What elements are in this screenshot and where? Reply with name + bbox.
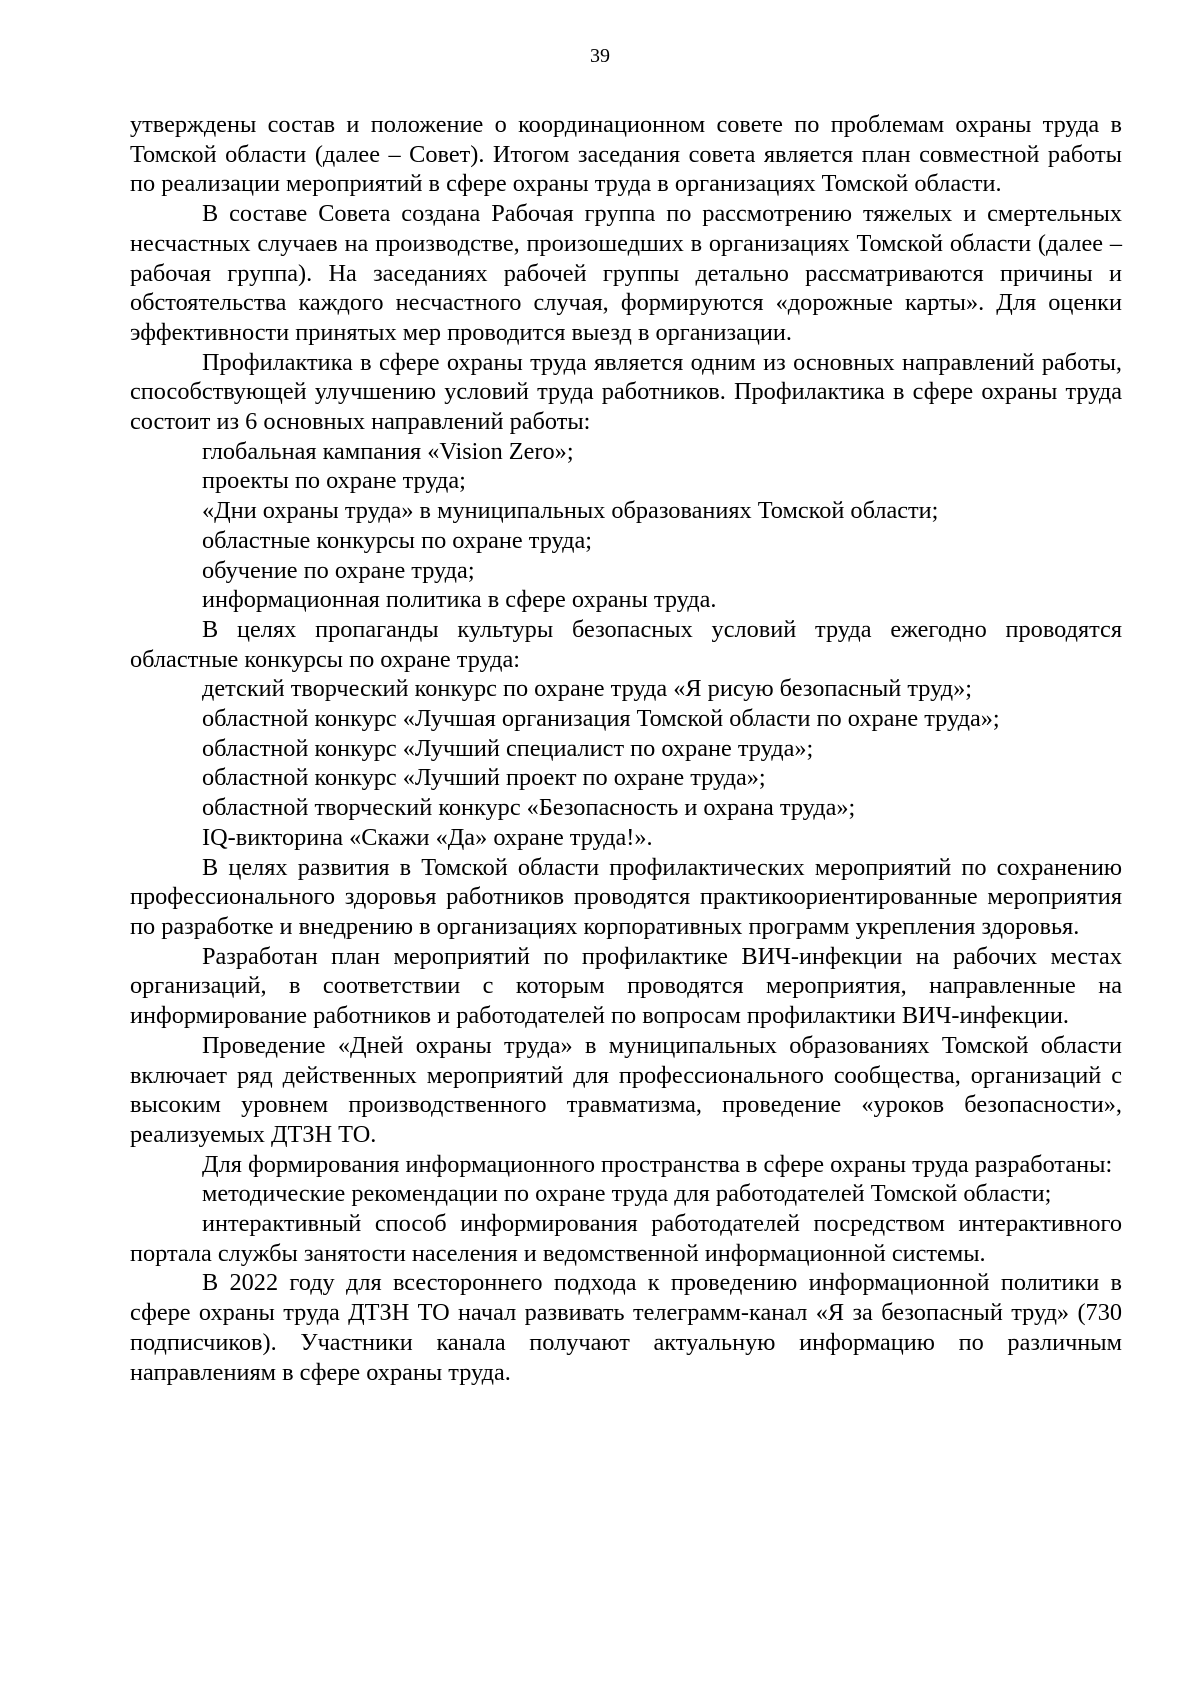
- paragraph: Разработан план мероприятий по профилактике ВИЧ-инфекции на рабочих местах организаций, в соответствии с которым проводятся мероприятия, направленные на информирование работников и работодателей по вопросам профилактики ВИЧ-инфекции.: [130, 942, 1122, 1030]
- list-item: глобальная кампания «Vision Zero»;: [202, 437, 574, 465]
- paragraph: В составе Совета создана Рабочая группа по рассмотрению тяжелых и смертельных несчастных случаев на производстве, произошедших в организациях Томской области (далее – рабочая группа). На заседаниях рабочей группы детально рассматриваются причины и обстоятельства каждого несчастного случая, формируются «дорожные карты». Для оценки эффективности принятых мер проводится выезд в организации.: [130, 200, 1122, 346]
- list-item: проекты по охране труда;: [202, 467, 466, 495]
- list-item: интерактивный способ информирования работодателей посредством интерактивного портала службы занятости населения и ведомственной информационной системы.: [130, 1210, 1122, 1267]
- list-item: обучение по охране труда;: [202, 556, 475, 584]
- paragraph: В целях пропаганды культуры безопасных условий труда ежегодно проводятся областные конкурсы по охране труда:: [130, 615, 1122, 673]
- paragraph: В целях развития в Томской области профилактических мероприятий по сохранению профессионального здоровья работников проводятся практикоориентированные мероприятия по разработке и внедрению в организациях корпоративных программ укрепления здоровья.: [130, 853, 1122, 940]
- paragraph: Профилактика в сфере охраны труда является одним из основных направлений работы, способствующей улучшению условий труда работников. Профилактика в сфере охраны труда состоит из 6 основных направлений работы:: [130, 348, 1122, 436]
- paragraph: Для формирования информационного пространства в сфере охраны труда разработаны:: [202, 1150, 1113, 1178]
- list-item: IQ-викторина «Скажи «Да» охране труда!».: [202, 823, 653, 851]
- page-number: 39: [590, 45, 610, 67]
- paragraph: утверждены состав и положение о координационном совете по проблемам охраны труда в Томской области (далее – Совет). Итогом заседания совета является план совместной работы по реализации мероприятий в сфере охраны труда в организациях Томской области.: [130, 111, 1122, 198]
- document-body: [130, 110, 1122, 1387]
- paragraph: Проведение «Дней охраны труда» в муниципальных образованиях Томской области включает ряд действенных мероприятий для профессионального сообщества, организаций с высоким уровнем производственного травматизма, проведение «уроков безопасности», реализуемых ДТЗН ТО.: [130, 1031, 1122, 1148]
- list-item: информационная политика в сфере охраны труда.: [202, 586, 717, 614]
- list-item: «Дни охраны труда» в муниципальных образованиях Томской области;: [202, 497, 939, 525]
- list-item: областной конкурс «Лучшая организация Томской области по охране труда»;: [202, 705, 1000, 733]
- list-item: областной конкурс «Лучший специалист по охране труда»;: [202, 734, 814, 762]
- list-item: областной творческий конкурс «Безопасность и охрана труда»;: [202, 794, 856, 822]
- list-item: областной конкурс «Лучший проект по охране труда»;: [202, 764, 766, 792]
- list-item: детский творческий конкурс по охране труда «Я рисую безопасный труд»;: [202, 675, 972, 703]
- list-item: методические рекомендации по охране труда для работодателей Томской области;: [202, 1180, 1052, 1208]
- list-item: областные конкурсы по охране труда;: [202, 526, 593, 554]
- paragraph: В 2022 году для всестороннего подхода к проведению информационной политики в сфере охраны труда ДТЗН ТО начал развивать телеграмм-канал «Я за безопасный труд» (730 подписчиков). Участники канала получают актуальную информацию по различным направлениям в сфере охраны труда.: [130, 1269, 1122, 1386]
